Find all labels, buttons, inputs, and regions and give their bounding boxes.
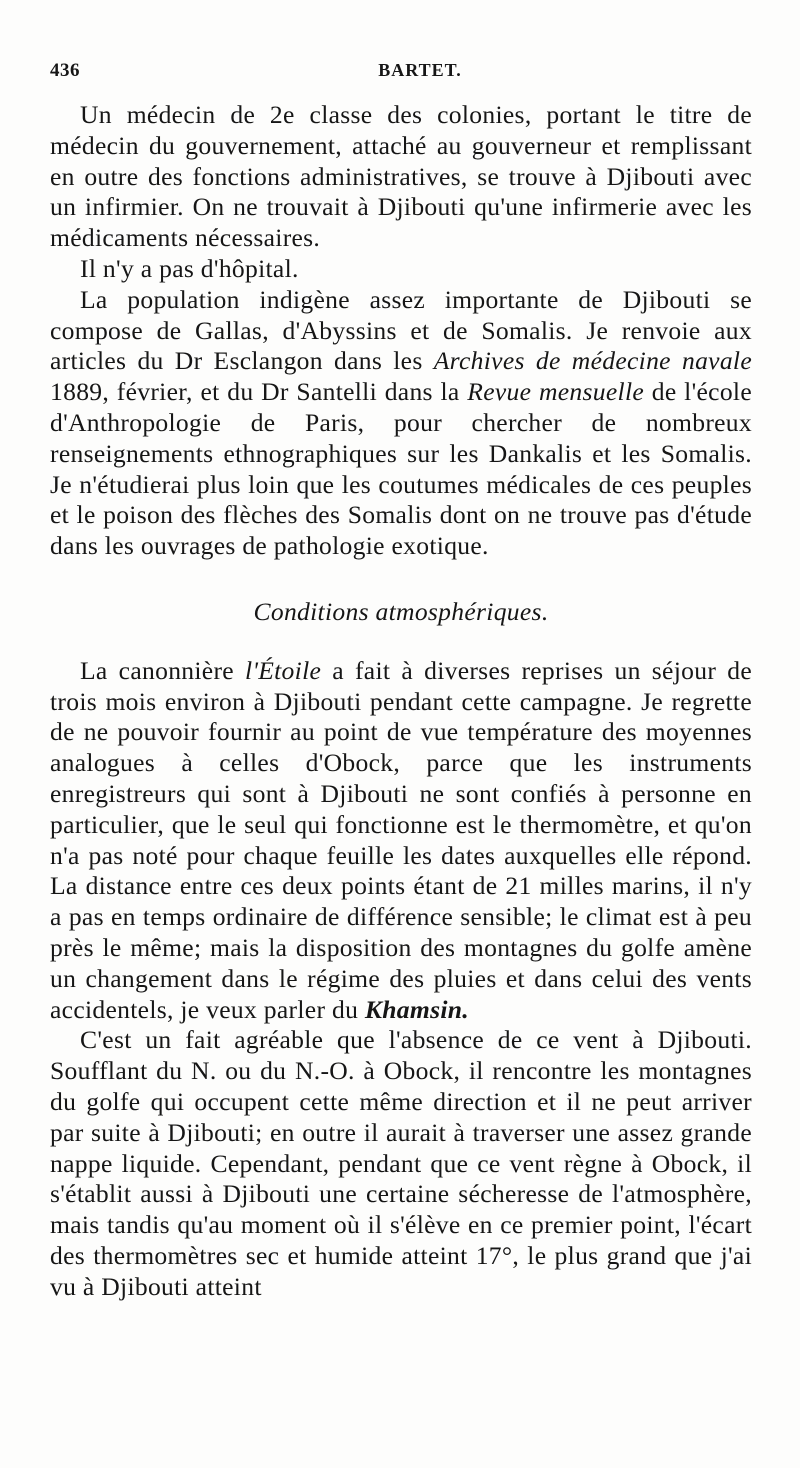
paragraph-canonniere-text-2: a fait à diverses reprises un séjour de trois mois environ à Djibouti pendant cette campagne. Je regrette de ne pouvoir fournir au point de vue température des moyennes analogues à celles d'Obock, parce que les instruments enregistreurs qui sont à Djibouti ne sont confiés à personne en particulier, que le seul qui fonctionne est le thermomètre, et qu'on n'a pas noté pour chaque feuille les dates auxquelles elle répond. La distance entre ces deux points étant de 21 milles marins, il n'y a pas en temps ordinaire de différence sensible; le climat est à peu près le même; mais la disposition des montagnes du golfe amène un changement dans le régime des pluies et dans celui des vents accidentels, je veux parler du — [50, 655, 752, 1024]
journal-title-archives: Archives de médecine navale — [433, 346, 752, 376]
page-header — [50, 60, 750, 90]
ship-name: l'Étoile — [245, 655, 322, 685]
wind-name: Khamsin. — [364, 994, 469, 1024]
paragraph-population — [50, 285, 752, 562]
paragraph-khamsin: C'est un fait agréable que l'absence de ce vent à Djibouti. Soufflant du N. ou du N.-O. à Obock, il rencontre les montagnes du golfe qui occupent cette même direction et il ne peut arriver par suite à Djibouti; en outre il aurait à traverser une assez grande nappe liquide. Cependant, pendant que ce vent règne à Obock, il s'établit aussi à Djibouti une certaine sécheresse de l'atmosphère, mais tandis qu'au moment où il s'élève en ce premier point, l'écart des thermomètres sec et humide atteint 17°, le plus grand que j'ai vu à Djibouti atteint — [50, 1025, 752, 1301]
section-heading: Conditions atmosphériques. — [253, 596, 549, 626]
paragraph-population-text-3: de l'école d'Anthropologie de Paris, pour chercher de nombreux renseignements ethnographiques sur les Dankalis et les Somalis. Je n'étudierai plus loin que les coutumes médicales de ces peuples et le poison des flèches des Somalis dont on ne trouve pas d'étude dans les ouvrages de pathologie exotique. — [50, 377, 752, 561]
paragraph-population-text-1: La population indigène assez importante de Djibouti se compose de Gallas, d'Abyssins et de Somalis. Je renvoie aux articles du Dr Esclangon dans les — [50, 284, 752, 376]
body-text — [50, 100, 752, 1302]
paragraph-canonniere-text-1: La canonnière — [80, 655, 246, 685]
journal-title-revue: Revue mensuelle — [467, 377, 645, 407]
running-title: BARTET. — [378, 60, 462, 80]
page-number: 436 — [50, 60, 80, 81]
paragraph-canonniere — [50, 656, 752, 1026]
paragraph-medecin: Un médecin de 2e classe des colonies, portant le titre de médecin du gouvernement, attaché au gouverneur et remplissant en outre des fonctions administratives, se trouve à Djibouti avec un infirmier. On ne trouvait à Djibouti qu'une infirmerie avec les médicaments nécessaires. — [50, 100, 752, 253]
paragraph-hopital: Il n'y a pas d'hôpital. — [80, 253, 299, 283]
paragraph-population-text-2: 1889, février, et du Dr Santelli dans la — [50, 377, 468, 407]
